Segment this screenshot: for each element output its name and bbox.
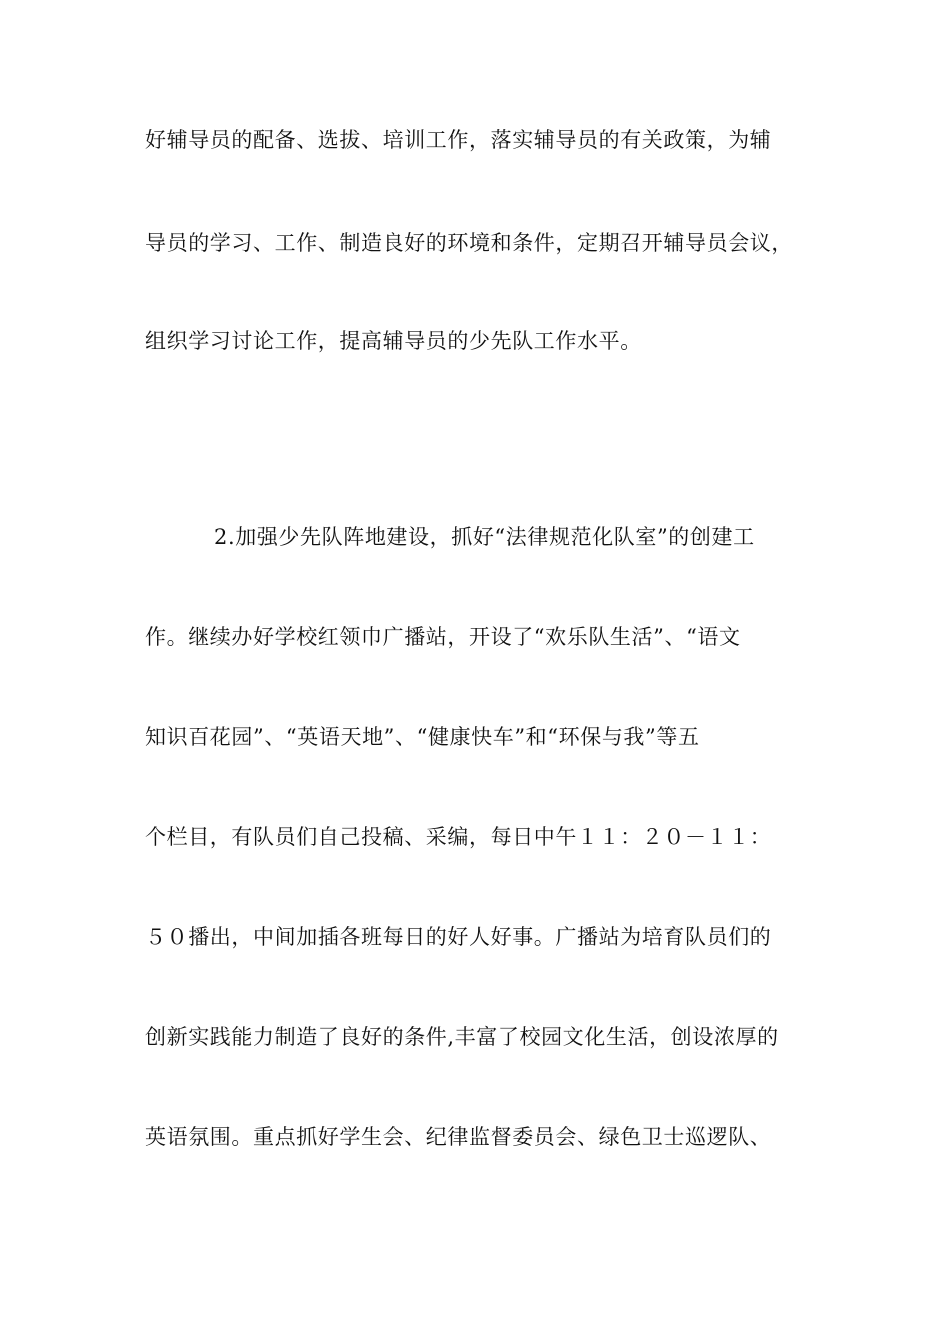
- paragraph-2-line-5: ５０播出，中间加插各班每日的好人好事。广播站为培育队员们的: [145, 925, 772, 949]
- paragraph-1-line-2: 导员的学习、工作、制造良好的环境和条件，定期召开辅导员会议，: [145, 231, 793, 255]
- paragraph-1-line-3: 组织学习讨论工作，提高辅导员的少先队工作水平。: [145, 329, 642, 353]
- paragraph-2-line-7: 英语氛围。重点抓好学生会、纪律监督委员会、绿色卫士巡逻队、: [145, 1125, 772, 1149]
- paragraph-2-line-2: 作。继续办好学校红领巾广播站，开设了“欢乐队生活”、“语文: [145, 625, 741, 649]
- paragraph-2-line-1: 2.加强少先队阵地建设，抓好“法律规范化队室”的创建工: [214, 525, 755, 549]
- paragraph-1-line-1: 好辅导员的配备、选拔、培训工作，落实辅导员的有关政策，为辅: [145, 128, 772, 152]
- paragraph-2-line-6: 创新实践能力制造了良好的条件,丰富了校园文化生活，创设浓厚的: [145, 1025, 779, 1049]
- paragraph-2-line-4: 个栏目，有队员们自己投稿、采编，每日中午１１：２０－１１：: [145, 825, 772, 849]
- paragraph-2-line-3: 知识百花园”、“英语天地”、“健康快车”和“环保与我”等五: [145, 725, 700, 749]
